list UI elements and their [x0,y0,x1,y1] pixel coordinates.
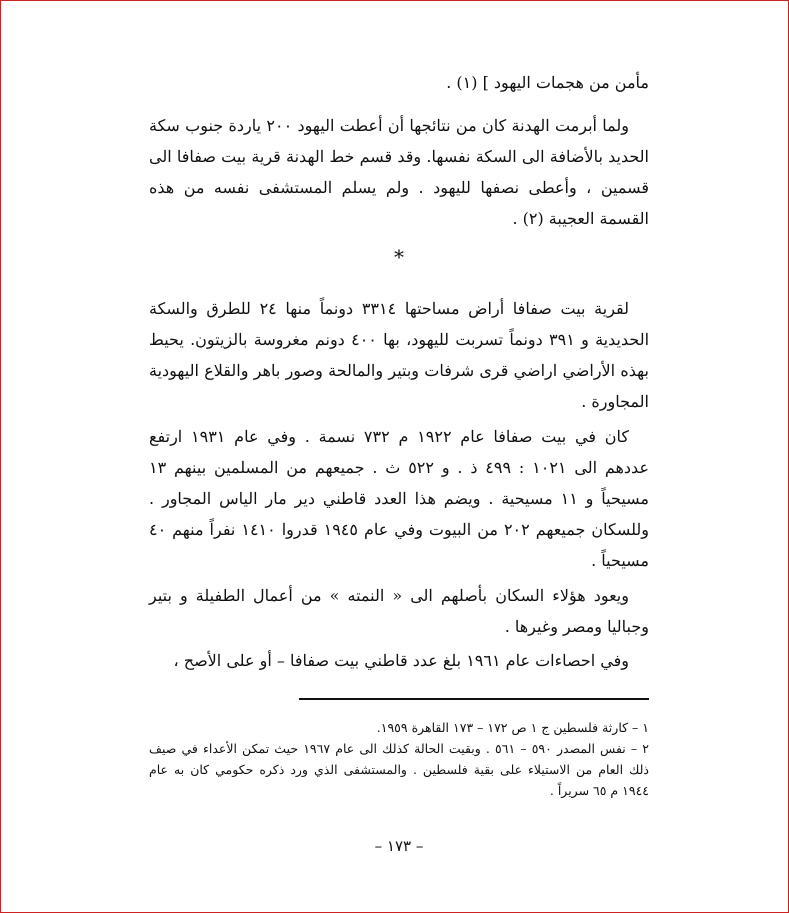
page-number: – ١٧٣ – [374,837,424,855]
paragraph-5: ويعود هؤلاء السكان بأصلهم الى « النمته » من أعمال الطفيلة و بتير وجباليا ومصر وغيرها . [149,586,649,636]
footnote-2: ٢ – نفس المصدر ٥٩٠ – ٥٦١ . وبقيت الحالة كذلك الى عام ١٩٦٧ حيث تمكن الأعداء في صيف ذلك العام من الاستيلاء على بقية فلسطين . والمستشفى الذي ورد ذكره حكومي كان به عام ١٩٤٤ م ٦٥ سريراً . [149,741,650,798]
paragraph-4: كان في بيت صفافا عام ١٩٢٢ م ٧٣٢ نسمة . وفي عام ١٩٣١ ارتفع عددهم الى ١٠٢١ : ٤٩٩ ذ . و ٥٢٢ ث . جميعهم من المسلمين بينهم ١٣ مسيحياً و ١١ مسيحية . ويضم هذا العدد قاطني دير مار الياس المجاور . وللسكان جميعهم ٢٠٢ من البيوت وفي عام ١٩٤٥ قدروا ١٤١٠ نفراً منهم ٤٠ مسيحياً . [149,427,650,570]
paragraph-3: لقرية بيت صفافا أراض مساحتها ٣٣١٤ دونماً منها ٢٤ للطرق والسكة الحديدية و ٣٩١ دونماً تسربت لليهود، بها ٤٠٠ دونم مغروسة بالزيتون. يحيط بهذه الأراضي اراضي قرى شرفات وبتير والمالحة وصور باهر والقلاع اليهودية المجاورة . [149,299,650,411]
footnotes [149,717,649,801]
section-star-divider: * [394,245,404,269]
paragraph-6: وفي احصاءات عام ١٩٦١ بلغ عدد قاطني بيت صفافا – أو على الأصح ، [173,651,629,670]
footnote-rule [299,698,649,700]
paragraph-1: مأمن من هجمات اليهود ] (١) . [446,73,649,92]
footnote-1: ١ – كارثة فلسطين ج ١ ص ١٧٢ – ١٧٣ القاهرة ١٩٥٩. [376,720,649,735]
paragraph-2: ولما أبرمت الهدنة كان من نتائجها أن أعطت اليهود ٢٠٠ ياردة جنوب سكة الحديد بالأضافة الى السكة نفسها. وقد قسم خط الهدنة قرية بيت صفافا الى قسمين ، وأعطى نصفها لليهود . ولم يسلم المستشفى نفسه من هذه القسمة العجيبة (٢) . [149,116,650,228]
